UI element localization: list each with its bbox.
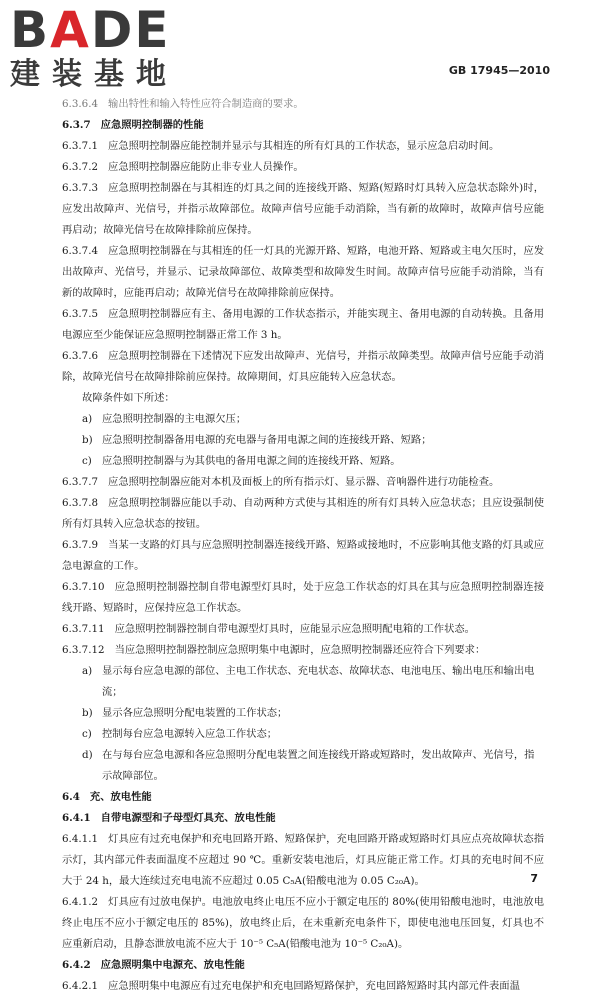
clause-text: 应急照明控制器在下述情况下应发出故障声、光信号，并指示故障类型。故障声信号应能手动消除，故障光信号在故障排除前应保持。故障期间，灯具应能转入应急状态。 — [62, 350, 544, 383]
page-number: 7 — [530, 872, 538, 885]
clause-paragraph — [62, 346, 544, 388]
clause-text: 故障条件如下所述： — [82, 392, 175, 404]
logo — [10, 1, 180, 96]
list-item-text: 在与每台应急电源和各应急照明分配电装置之间连接线开路或短路时，发出故障声、光信号，指示故障部位。 — [102, 749, 535, 782]
list-item-text: 显示各应急照明分配电装置的工作状态； — [102, 707, 288, 719]
clause-text: 灯具应有过放电保护。电池放电终止电压不应小于额定电压的 80%(使用铅酸电池时，电池放电终止电压不应小于额定电压的 85%)，放电终止后，在未重新充电条件下，即使电池电压回复，灯具也不应重新启动，且静态泄放电流不应大于 10⁻⁵ C₅A(铅酸电池为 10⁻⁵ C₂₀A)。 — [62, 896, 544, 950]
clause-text: 当某一支路的灯具与应急照明控制器连接线开路、短路或接地时，不应影响其他支路的灯具或应急电源盒的工作。 — [62, 539, 544, 572]
clause-paragraph — [62, 619, 544, 640]
clause-number: 6.3.7.11 — [62, 623, 105, 635]
clause-paragraph — [62, 535, 544, 577]
clause-number: 6.3.7 — [62, 119, 91, 131]
clause-number: 6.4.1.2 — [62, 896, 99, 908]
list-item — [62, 703, 544, 724]
clause-paragraph — [62, 94, 544, 115]
clause-paragraph — [62, 157, 544, 178]
list-item — [62, 661, 544, 703]
list-item-text: 控制每台应急电源转入应急工作状态； — [102, 728, 278, 740]
section-heading — [62, 787, 544, 808]
section-heading — [62, 808, 544, 829]
list-item-text: 应急照明控制器的主电源欠压； — [102, 413, 247, 425]
clause-number: 6.3.7.8 — [62, 497, 99, 509]
clause-paragraph — [62, 136, 544, 157]
clause-paragraph — [62, 178, 544, 241]
logo-wordmark: BADE — [10, 1, 171, 59]
clause-number: 6.3.7.7 — [62, 476, 99, 488]
clause-text: 应急照明控制器应能对本机及面板上的所有指示灯、显示器、音响器件进行功能检查。 — [108, 476, 500, 488]
clause-paragraph — [62, 892, 544, 955]
clause-text: 应急照明集中电源充、放电性能 — [100, 959, 245, 971]
list-item — [62, 430, 544, 451]
clause-text: 应急照明控制器应能防止非专业人员操作。 — [108, 161, 304, 173]
clause-number: 6.4.2.1 — [62, 980, 99, 992]
clause-paragraph — [62, 304, 544, 346]
clause-text: 应急照明控制器在与其相连的任一灯具的光源开路、短路，电池开路、短路或主电欠压时，应发出故障声、光信号，并显示、记录故障部位、故障类型和故障发生时间。故障声信号应能手动消除，当有新的故障时，应能再启动；故障光信号在故障排除前应保持。 — [62, 245, 544, 299]
clause-text: 应急照明控制器控制自带电源型灯具时，处于应急工作状态的灯具在其与应急照明控制器连接线开路、短路时，应保持应急工作状态。 — [62, 581, 544, 614]
clause-number: 6.4.1 — [62, 812, 91, 824]
clause-number: 6.3.7.12 — [62, 644, 105, 656]
clause-text: 应急照明控制器的性能 — [100, 119, 204, 131]
clause-number: 6.3.7.9 — [62, 539, 99, 551]
list-item-text: 应急照明控制器备用电源的充电器与备用电源之间的连接线开路、短路； — [102, 434, 432, 446]
document-body — [62, 94, 544, 997]
clause-number: 6.3.6.4 — [62, 98, 99, 110]
clause-number: 6.4.1.1 — [62, 833, 99, 845]
list-marker: b) — [82, 434, 93, 446]
clause-text: 应急照明控制器应能以手动、自动两种方式使与其相连的所有灯具转入应急状态；且应设强制使所有灯具转入应急状态的按钮。 — [62, 497, 544, 530]
clause-text: 应急照明控制器应有主、备用电源的工作状态指示，并能实现主、备用电源的自动转换。且备用电源应至少能保证应急照明控制器正常工作 3 h。 — [62, 308, 544, 341]
clause-number: 6.3.7.4 — [62, 245, 99, 257]
clause-text: 输出特性和输入特性应符合制造商的要求。 — [108, 98, 304, 110]
clause-text: 灯具应有过充电保护和充电回路开路、短路保护，充电回路开路或短路时灯具应点亮故障状态指示灯，其内部元件表面温度不应超过 90 ℃。重新安装电池后，灯具应能正常工作。灯具的充电时间不应大于 24 h，最大连续过充电电流不应超过 0.05 C₅A(铅酸电池为 0.05 C₂₀A)。 — [62, 833, 544, 887]
section-heading — [62, 955, 544, 976]
clause-paragraph — [62, 829, 544, 892]
list-item-text: 应急照明控制器与为其供电的备用电源之间的连接线开路、短路。 — [102, 455, 401, 467]
clause-text: 应急照明控制器应能控制并显示与其相连的所有灯具的工作状态，显示应急启动时间。 — [108, 140, 500, 152]
clause-text: 应急照明控制器在与其相连的灯具之间的连接线开路、短路(短路时灯具转入应急状态除外)时，应发出故障声、光信号，并指示故障部位。故障声信号应能手动消除，当有新的故障时，故障声信号应能再启动；故障光信号在故障排除前应保持。 — [62, 182, 544, 236]
list-marker: a) — [82, 665, 93, 677]
clause-paragraph — [62, 640, 544, 661]
clause-paragraph — [62, 472, 544, 493]
clause-paragraph — [62, 241, 544, 304]
clause-number: 6.3.7.3 — [62, 182, 99, 194]
list-item — [62, 724, 544, 745]
clause-number: 6.3.7.1 — [62, 140, 99, 152]
section-heading — [62, 115, 544, 136]
clause-text: 应急照明集中电源应有过充电保护和充电回路短路保护，充电回路短路时其内部元件表面温 — [108, 980, 520, 992]
list-item — [62, 409, 544, 430]
list-marker: c) — [82, 728, 92, 740]
list-marker: c) — [82, 455, 92, 467]
clause-text: 自带电源型和子母型灯具充、放电性能 — [100, 812, 276, 824]
list-item — [62, 745, 544, 787]
clause-number: 6.3.7.2 — [62, 161, 99, 173]
clause-number: 6.3.7.6 — [62, 350, 99, 362]
list-marker: d) — [82, 749, 93, 761]
clause-paragraph — [62, 493, 544, 535]
clause-paragraph — [62, 388, 544, 409]
list-item — [62, 451, 544, 472]
list-marker: b) — [82, 707, 93, 719]
logo-subtitle: 建装基地 — [10, 57, 178, 92]
clause-number: 6.4.2 — [62, 959, 91, 971]
clause-text: 当应急照明控制器控制应急照明集中电源时，应急照明控制器还应符合下列要求： — [114, 644, 486, 656]
list-marker: a) — [82, 413, 93, 425]
clause-text: 应急照明控制器控制自带电源型灯具时，应能显示应急照明配电箱的工作状态。 — [114, 623, 475, 635]
clause-number: 6.3.7.5 — [62, 308, 99, 320]
list-item-text: 显示每台应急电源的部位、主电工作状态、充电状态、故障状态、电池电压、输出电压和输出电流； — [102, 665, 535, 698]
clause-paragraph — [62, 577, 544, 619]
clause-text: 充、放电性能 — [89, 791, 152, 803]
clause-paragraph — [62, 976, 544, 997]
clause-number: 6.3.7.10 — [62, 581, 105, 593]
clause-number: 6.4 — [62, 791, 80, 803]
standard-code: GB 17945—2010 — [448, 64, 550, 77]
